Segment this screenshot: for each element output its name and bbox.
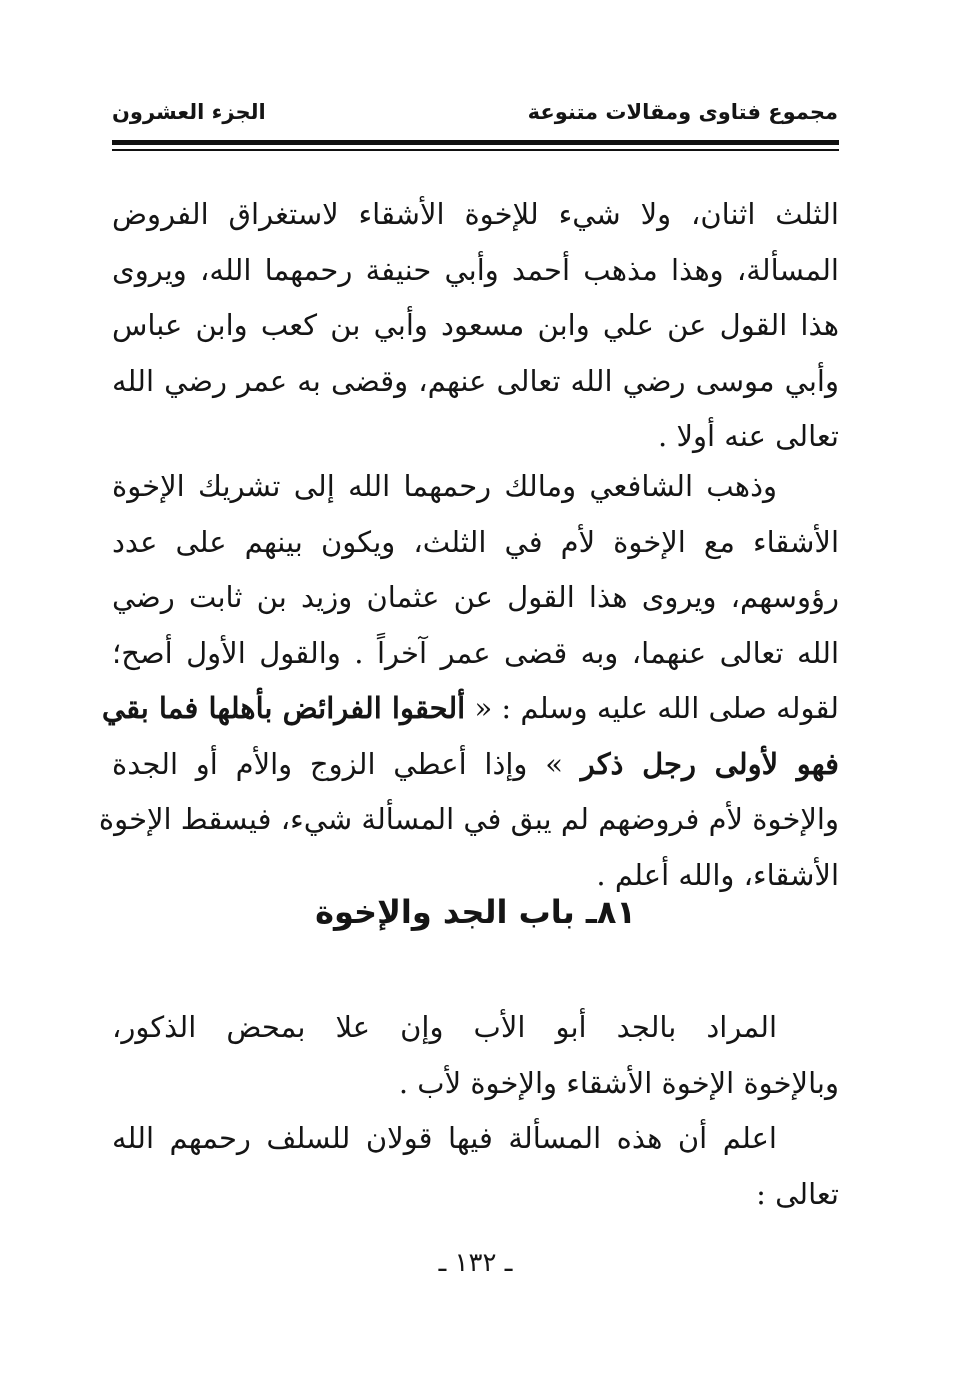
text-line: الأشقاء، والله أعلم . xyxy=(596,857,839,892)
text-line: تعالى عنه أولا . xyxy=(658,419,839,453)
text-line: الثلث اثنان، ولا شيء للإخوة الأشقاء لاستغراق الفروض xyxy=(112,197,839,231)
paragraph-3 xyxy=(112,1000,839,1111)
text-line: هذا القول عن علي وابن مسعود وأبي بن كعب وابن عباس xyxy=(112,308,839,342)
running-header xyxy=(112,100,838,140)
text-line: والإخوة لأم فروضهم لم يبق في المسألة شيء، فيسقط الإخوة xyxy=(98,802,839,836)
header-rule-thin xyxy=(112,149,839,151)
hadith-text: فهو لأولى رجل ذكر xyxy=(580,746,839,781)
text-line: الأشقاء مع الإخوة لأم في الثلث، ويكون بينهم على عدد xyxy=(112,524,839,559)
volume-label: الجزء العشرون xyxy=(112,100,266,124)
header-rule-thick xyxy=(112,140,839,145)
paragraph-2 xyxy=(98,459,839,903)
text-line: المراد بالجد أبو الأب وإن علا بمحض الذكور، xyxy=(112,1010,777,1044)
plain-text: » وإذا أعطي الزوج والأم أو الجدة xyxy=(112,746,581,781)
text-line: رؤوسهم، ويروى هذا القول عن عثمان وزيد بن ثابت رضي xyxy=(112,580,839,614)
text-line: وأبي موسى رضي الله تعالى عنهم، وقضى به عمر رضي الله xyxy=(112,363,839,398)
text-line-with-hadith xyxy=(101,681,839,737)
text-line-with-hadith xyxy=(112,737,839,793)
section-title: ٨١ـ باب الجد والإخوة xyxy=(315,893,636,931)
paragraph-4 xyxy=(112,1111,839,1222)
text-line: وبالإخوة الإخوة الأشقاء والإخوة لأب . xyxy=(398,1065,839,1100)
text-line: اعلم أن هذه المسألة فيها قولان للسلف رحمهم الله xyxy=(112,1121,777,1155)
text-line: وذهب الشافعي ومالك رحمهما الله إلى تشريك الإخوة xyxy=(112,469,777,503)
text-line: المسألة، وهذا مذهب أحمد وأبي حنيفة رحمهما الله، ويروى xyxy=(112,252,839,287)
text-line: تعالى : xyxy=(756,1176,839,1211)
page-number: ـ ١٣٢ ـ xyxy=(438,1248,513,1278)
paragraph-1 xyxy=(112,187,839,465)
book-title: مجموع فتاوى ومقالات متنوعة xyxy=(527,100,838,124)
hadith-text: ألحقوا الفرائض بأهلها فما بقي xyxy=(101,691,466,725)
text-line: الله تعالى عنهما، وبه قضى عمر آخراً . والقول الأول أصح؛ xyxy=(112,635,839,670)
plain-text: لقوله صلى الله عليه وسلم : « xyxy=(465,691,839,725)
